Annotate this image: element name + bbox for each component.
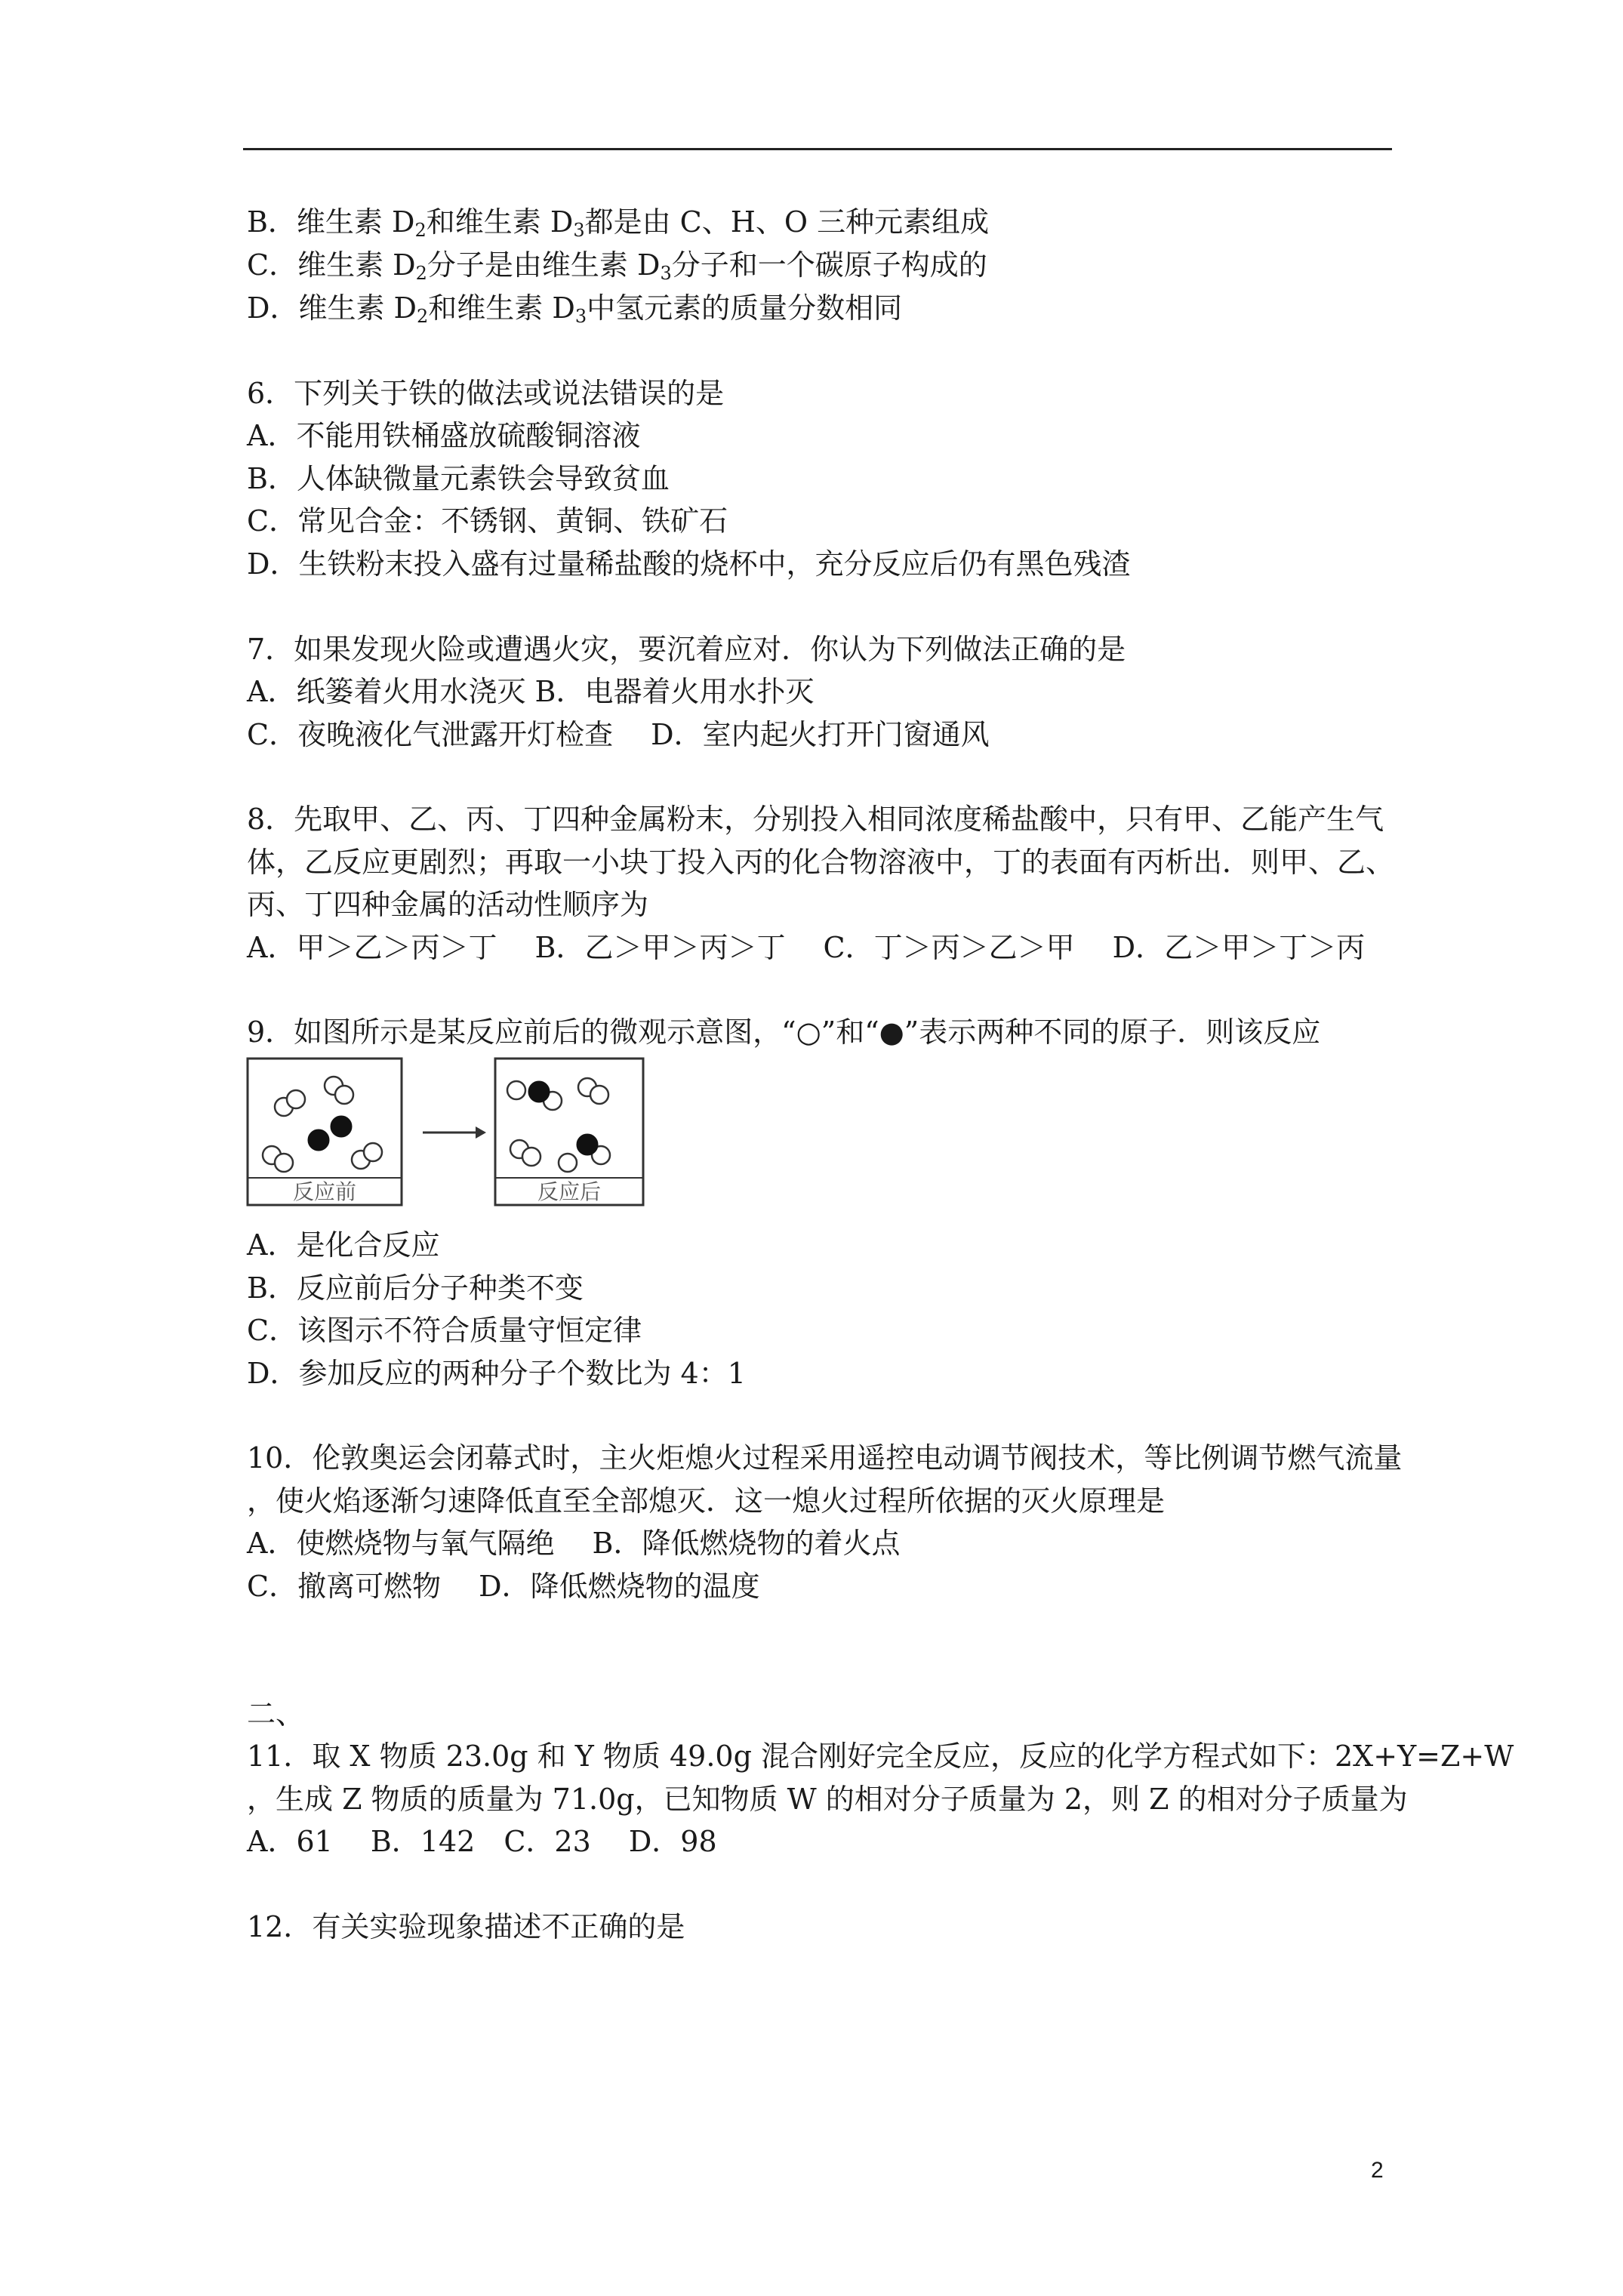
dark-atom [528,1081,550,1102]
hollow-atom [364,1143,382,1161]
q9-option-a: A．是化合反应 [247,1228,440,1262]
hollow-atom [507,1081,525,1099]
q8-stem-line3: 丙、丁四种金属的活动性顺序为 [247,888,649,921]
q8-stem-line1: 8．先取甲、乙、丙、丁四种金属粉末，分别投入相同浓度稀盐酸中，只有甲、乙能产生气 [247,803,1384,836]
hollow-atom [287,1090,305,1108]
arrow-icon [423,1126,486,1139]
q6-stem: 6．下列关于铁的做法或说法错误的是 [247,377,725,410]
q9-option-c: C．该图示不符合质量守恒定律 [247,1314,642,1347]
q11-options: A．61 B．142 C．23 D．98 [247,1825,717,1858]
hollow-atom [559,1154,577,1172]
q10-options-ab: A．使燃烧物与氧气隔绝 B．降低燃烧物的着火点 [247,1527,901,1560]
q7-options-cd: C．夜晚液化气泄露开灯检查 D．室内起火打开门窗通风 [247,718,990,751]
before-label: 反应前 [292,1179,357,1204]
q8-options: A．甲＞乙＞丙＞丁 B．乙＞甲＞丙＞丁 C．丁＞丙＞乙＞甲 D．乙＞甲＞丁＞丙 [247,931,1366,964]
q9-option-d: D．参加反应的两种分子个数比为 4：1 [247,1357,746,1390]
q11-stem-line1: 11．取 X 物质 23.0g 和 Y 物质 49.0g 混合刚好完全反应，反应的化学方程式如下：2X+Y=Z+W [247,1740,1514,1773]
q10-options-cd: C．撤离可燃物 D．降低燃烧物的温度 [247,1570,760,1603]
q7-stem: 7．如果发现火险或遭遇火灾，要沉着应对．你认为下列做法正确的是 [247,633,1126,666]
hollow-atom [275,1154,293,1172]
q9-option-b: B．反应前后分子种类不变 [247,1271,584,1305]
section-heading: 二、 [247,1697,305,1730]
reaction-diagram [246,1057,646,1208]
header-rule [243,148,1392,150]
hollow-atom [522,1148,540,1166]
q8-stem-line2: 体，乙反应更剧烈；再取一小块丁投入丙的化合物溶液中，丁的表面有丙析出．则甲、乙、 [247,846,1395,879]
q6-option-d: D．生铁粉末投入盛有过量稀盐酸的烧杯中，充分反应后仍有黑色残渣 [247,547,1131,581]
q7-options-ab: A．纸篓着火用水浇灭 B．电器着火用水扑灭 [247,675,815,708]
dark-atom [331,1116,352,1137]
q10-stem-line1: 10．伦敦奥运会闭幕式时，主火炬熄火过程采用遥控电动调节阀技术，等比例调节燃气流量 [247,1441,1403,1475]
q5-option-d: D．维生素 $D_2$和维生素 $D_3$中氢元素的质量分数相同 [247,291,903,327]
q11-stem-line2: ，生成 Z 物质的质量为 71.0g，已知物质 W 的相对分子质量为 2，则 Z 的相对分子质量为 [247,1783,1408,1816]
q5-option-b: B．维生素 $D_2$和维生素 $D_3$都是由 C、H、O 三种元素组成 [247,205,990,241]
dark-atom [308,1130,329,1151]
q10-stem-line2: ，使火焰逐渐匀速降低直至全部熄灭．这一熄火过程所依据的灭火原理是 [247,1484,1166,1518]
hollow-atom [590,1086,608,1104]
after-label: 反应后 [537,1179,602,1204]
dark-atom [577,1134,598,1155]
page-number: 2 [1371,2158,1384,2183]
q5-option-c: C．维生素 $D_2$分子是由维生素 $D_3$分子和一个碳原子构成的 [247,248,987,284]
q12-stem: 12．有关实验现象描述不正确的是 [247,1910,685,1943]
q6-option-c: C．常见合金：不锈钢、黄铜、铁矿石 [247,504,728,538]
q6-option-a: A．不能用铁桶盛放硫酸铜溶液 [247,419,641,452]
q9-stem: 9．如图所示是某反应前后的微观示意图，“○”和“●”表示两种不同的原子．则该反应 [247,1015,1321,1049]
hollow-atom [335,1086,353,1104]
q6-option-b: B．人体缺微量元素铁会导致贫血 [247,462,670,495]
